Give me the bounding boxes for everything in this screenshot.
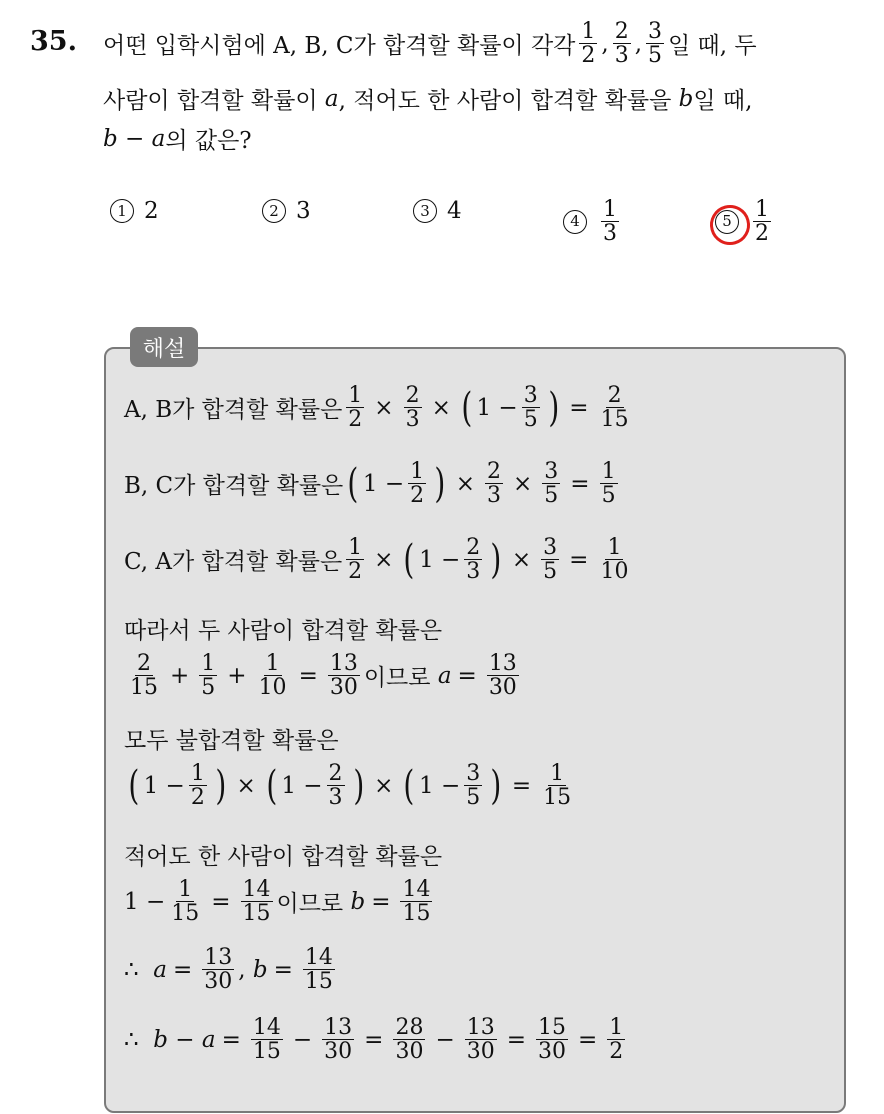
- solution-tag: 해설: [130, 327, 198, 367]
- solution-none-calc: ( 1 − $\frac{1}{2}$ ) × ( 1 − $\frac{2}{3}$ ) × ( 1 − $\frac{3}{5}$ ) = $\frac{1}{15}$: [128, 761, 572, 811]
- solution-sum-a: $\frac{2}{15}$ + $\frac{1}{5}$ + $\frac{1}{10}$ = $\frac{13}{30}$ 이므로 a = $\frac{13}{30}$: [130, 651, 517, 701]
- question-line-2: 사람이 합격할 확률이 a , 적어도 한 사람이 합격할 확률을 b 일 때,: [103, 85, 753, 114]
- choice-value: $\frac{1}{2}$: [755, 197, 769, 247]
- choice-marker: 5: [715, 210, 739, 234]
- choice-5[interactable]: [715, 198, 775, 245]
- choice-value: 4: [447, 198, 462, 224]
- choice-marker: 2: [262, 199, 286, 223]
- answer-circle-mark: [706, 200, 755, 249]
- solution-line-bc: B, C가 합격할 확률은 ( 1 − $\frac{1}{2}$ ) × $\frac{2}{3}$ × $\frac{3}{5}$ = $\frac{1}{5}$: [124, 459, 616, 509]
- solution-two-label: 따라서 두 사람이 합격할 확률은: [124, 618, 443, 644]
- choice-marker: 1: [110, 199, 134, 223]
- choice-1[interactable]: [110, 198, 159, 224]
- prob-a: $\frac{1}{2}$: [581, 19, 596, 69]
- prob-c: $\frac{3}{5}$: [648, 19, 663, 69]
- question-line-1: 어떤 입학시험에 A, B, C가 합격할 확률이 각각 $\frac{1}{2}$ , $\frac{2}{3}$ , $\frac{3}{5}$ 일 때, 두: [103, 19, 757, 69]
- choice-value: 2: [144, 198, 159, 224]
- question-line-3: b − a 의 값은?: [103, 125, 252, 154]
- prob-b: $\frac{2}{3}$: [614, 19, 629, 69]
- choice-2[interactable]: [262, 198, 311, 224]
- choice-value: 3: [296, 198, 311, 224]
- solution-calc-b: 1 − $\frac{1}{15}$ = $\frac{14}{15}$ 이므로 b = $\frac{14}{15}$: [124, 877, 431, 927]
- solution-line-ab: A, B가 합격할 확률은 $\frac{1}{2}$ × $\frac{2}{3}$ × ( 1 − $\frac{3}{5}$ ) = $\frac{2}{15}$: [124, 383, 629, 433]
- solution-none-label: 모두 불합격할 확률은: [124, 728, 339, 754]
- choice-marker: 4: [563, 210, 587, 234]
- solution-therefore-result: ∴ b − a = $\frac{14}{15}$ − $\frac{13}{30}$ = $\frac{28}{30}$ − $\frac{13}{30}$ = $\frac{15}{30}$ = $\frac{1}{2}$: [124, 1015, 624, 1065]
- choice-marker: 3: [413, 199, 437, 223]
- solution-therefore-ab: ∴ a = $\frac{13}{30}$ , b = $\frac{14}{15}$: [124, 945, 333, 995]
- solution-least-label: 적어도 한 사람이 합격할 확률은: [124, 844, 443, 870]
- choice-value: $\frac{1}{3}$: [603, 197, 617, 247]
- choice-4[interactable]: [563, 198, 623, 245]
- question-text: 어떤 입학시험에 A, B, C가 합격할 확률이 각각: [103, 33, 576, 60]
- choice-3[interactable]: [413, 198, 462, 224]
- solution-line-ca: C, A가 합격할 확률은 $\frac{1}{2}$ × ( 1 − $\frac{2}{3}$ ) × $\frac{3}{5}$ = $\frac{1}{10}$: [124, 535, 629, 585]
- question-text: 일 때, 두: [668, 33, 757, 60]
- question-number: 35.: [30, 26, 77, 57]
